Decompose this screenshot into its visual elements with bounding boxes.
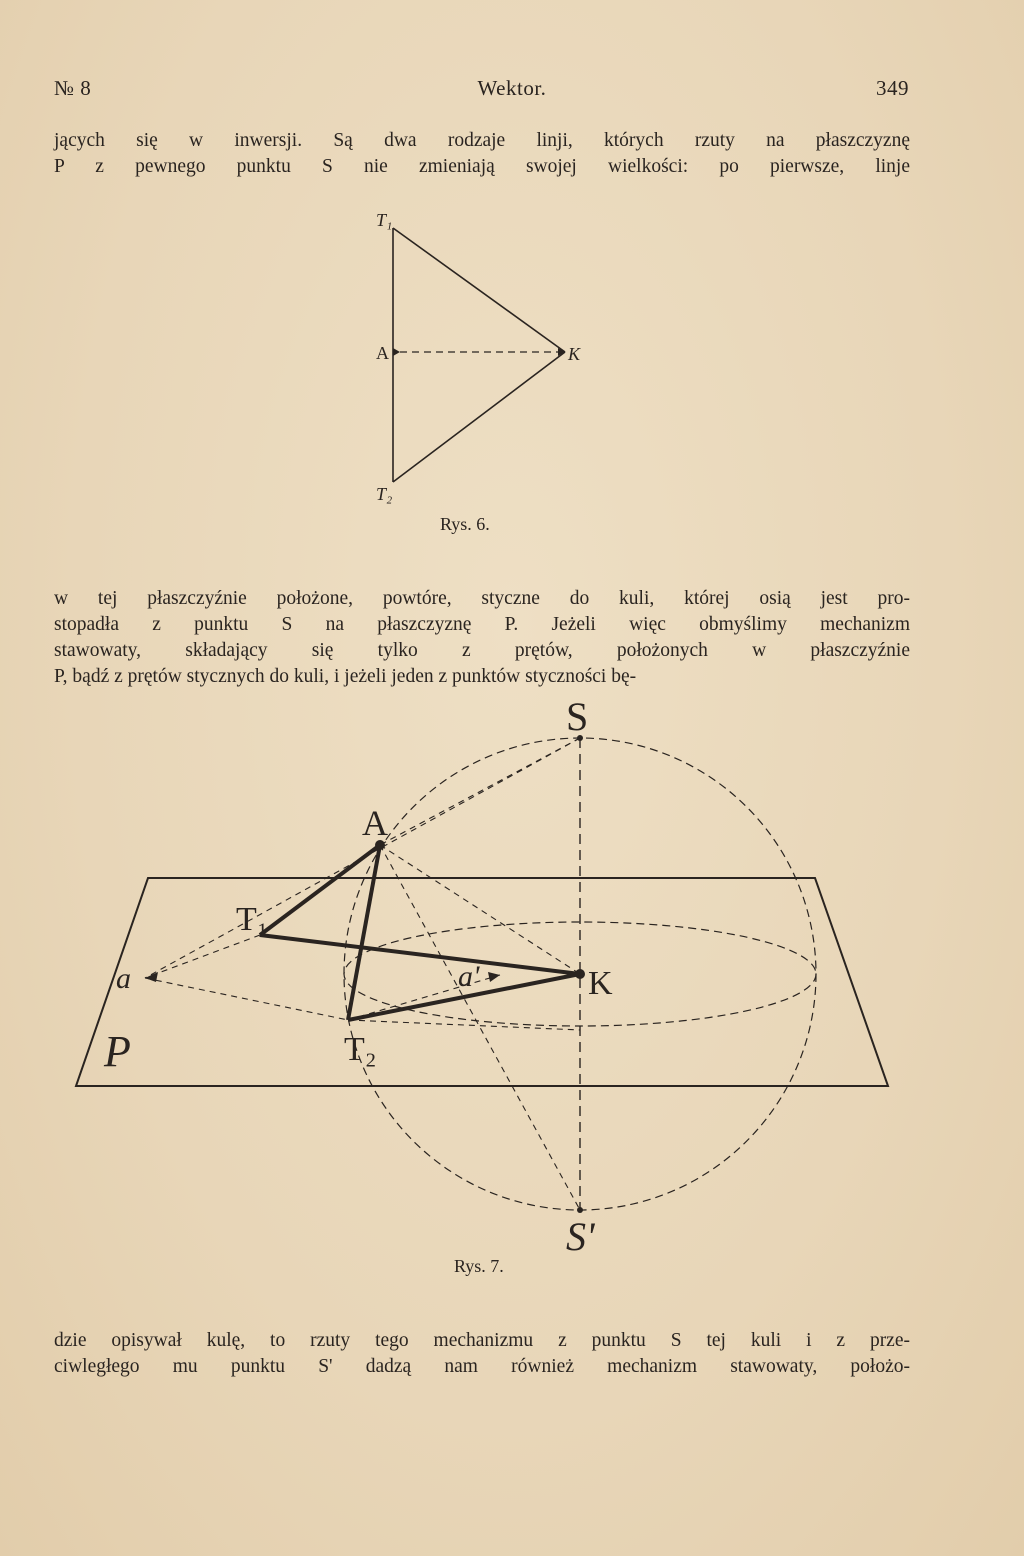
rod-t1-k [260, 935, 580, 974]
label-t1: T₁ [236, 901, 269, 938]
text-line: stawowaty, składający się tylko z prętów, położonych w płaszczyźnie [54, 640, 910, 661]
plane-p [76, 878, 888, 1086]
text-line: stopadła z punktu S na płaszczyznę P. Jeżeli więc obmyślimy mechanizm [54, 614, 910, 635]
arrow-head-a-small [145, 972, 158, 982]
issue-number: № 8 [54, 76, 92, 100]
point-s-prime [577, 1207, 583, 1213]
projection-line-upper-a-s-prime [380, 845, 580, 1210]
label-upper-a: A [362, 803, 388, 843]
label-s: S [566, 694, 589, 739]
running-title: Wektor. [477, 76, 547, 100]
text-line: P z pewnego punktu S nie zmieniają swojej wielkości: po pierwsze, linje [54, 156, 910, 177]
figure-7-caption: Rys. 7. [454, 1256, 504, 1276]
label-k: K [588, 965, 613, 1002]
text-line: jących się w inwersji. Są dwa rodzaje linji, których rzuty na płaszczyznę [54, 130, 910, 151]
arrow-head-a [393, 348, 400, 356]
rod-a-t1 [260, 845, 380, 935]
figure-6-diagram [360, 200, 600, 510]
projection-line-s-upper-a [380, 738, 580, 845]
label-a: A [376, 343, 389, 363]
label-k: K [568, 344, 581, 364]
figure-7-diagram [0, 690, 1024, 1260]
text-line: P, bądź z prętów stycznych do kuli, i jeżeli jeden z punktów styczności bę- [54, 666, 637, 687]
label-plane-p: P [104, 1027, 131, 1076]
projection-line-t2-k [348, 1020, 580, 1030]
label-a-prime: a' [458, 960, 480, 993]
segment-t1-k [393, 228, 565, 352]
arrow-head-a-prime [488, 972, 500, 982]
label-t2: T₂ [344, 1031, 377, 1068]
label-s-prime: S' [566, 1214, 595, 1259]
paragraph-1 [54, 128, 910, 180]
text-line: ciwległego mu punktu S' dadzą nam również mechanizm stawowaty, położo- [54, 1356, 910, 1377]
point-k [575, 969, 585, 979]
segment-t2-k [393, 352, 565, 482]
projection-line-t1-a [145, 935, 260, 978]
paragraph-3 [54, 1328, 910, 1380]
label-t2: T₂ [376, 484, 393, 504]
text-line: w tej płaszczyźnie położone, powtóre, styczne do kuli, której osią jest pro- [54, 588, 910, 609]
label-t1: T₁ [376, 210, 393, 230]
text-line: dzie opisywał kulę, to rzuty tego mechanizmu z punktu S tej kuli i z prze- [54, 1330, 910, 1351]
label-a-small: a [116, 962, 131, 995]
projection-line-a-t2 [145, 978, 348, 1020]
rod-a-t2 [348, 845, 380, 1020]
page-number: 349 [876, 76, 909, 100]
paragraph-2 [54, 586, 910, 690]
figure-6-caption: Rys. 6. [440, 514, 490, 534]
